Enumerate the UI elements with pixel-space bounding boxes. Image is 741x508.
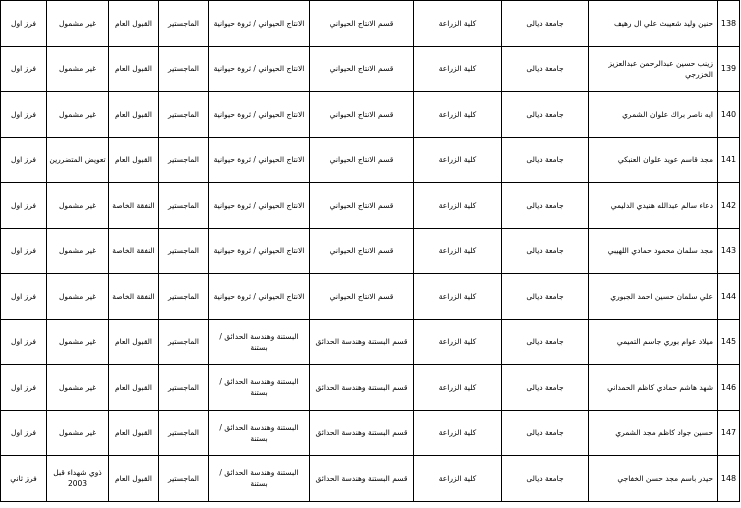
department-cell: قسم الانتاج الحيواني [310,92,414,138]
specialization-cell: البستنة وهندسة الحدائق / بستنة [209,410,310,456]
result-cell: فرز اول [1,274,47,320]
inclusion-cell: غير مشمول [47,410,109,456]
admission-channel-cell: النفقة الخاصة [109,228,159,274]
seq-cell: 140 [718,92,740,138]
specialization-cell: الانتاج الحيواني / ثروة حيوانية [209,1,310,47]
admission-channel-cell: القبول العام [109,365,159,411]
result-cell: فرز اول [1,183,47,229]
specialization-cell: الانتاج الحيواني / ثروة حيوانية [209,137,310,183]
university-cell: جامعة ديالى [502,365,589,411]
seq-cell: 139 [718,46,740,92]
inclusion-cell: غير مشمول [47,319,109,365]
inclusion-cell: غير مشمول [47,365,109,411]
result-cell: فرز اول [1,410,47,456]
result-cell: فرز اول [1,137,47,183]
admission-channel-cell: القبول العام [109,46,159,92]
table-row [1,274,740,320]
seq-cell: 147 [718,410,740,456]
table-row [1,456,740,502]
result-cell: فرز اول [1,228,47,274]
specialization-cell: البستنة وهندسة الحدائق / بستنة [209,319,310,365]
college-cell: كلية الزراعة [414,410,502,456]
seq-cell: 143 [718,228,740,274]
student-name-cell: حنين وليد شعيبث علي ال رهيف [589,1,718,47]
degree-cell: الماجستير [159,456,209,502]
specialization-cell: البستنة وهندسة الحدائق / بستنة [209,365,310,411]
admission-channel-cell: القبول العام [109,137,159,183]
specialization-cell: الانتاج الحيواني / ثروة حيوانية [209,46,310,92]
department-cell: قسم البستنة وهندسة الحدائق [310,319,414,365]
university-cell: جامعة ديالى [502,410,589,456]
student-name-cell: دعاء سالم عبدالله هنيدي الدليمي [589,183,718,229]
university-cell: جامعة ديالى [502,183,589,229]
result-cell: فرز اول [1,46,47,92]
university-cell: جامعة ديالى [502,137,589,183]
admission-channel-cell: القبول العام [109,319,159,365]
department-cell: قسم الانتاج الحيواني [310,183,414,229]
table-row [1,410,740,456]
degree-cell: الماجستير [159,274,209,320]
seq-cell: 148 [718,456,740,502]
specialization-cell: الانتاج الحيواني / ثروة حيوانية [209,92,310,138]
university-cell: جامعة ديالى [502,456,589,502]
degree-cell: الماجستير [159,183,209,229]
university-cell: جامعة ديالى [502,92,589,138]
admission-channel-cell: القبول العام [109,456,159,502]
admission-channel-cell: النفقة الخاصة [109,183,159,229]
result-cell: فرز اول [1,365,47,411]
result-cell: فرز اول [1,319,47,365]
department-cell: قسم البستنة وهندسة الحدائق [310,365,414,411]
seq-cell: 138 [718,1,740,47]
student-name-cell: ميلاد عوام بوري جاسم التميمي [589,319,718,365]
college-cell: كلية الزراعة [414,183,502,229]
admission-channel-cell: القبول العام [109,1,159,47]
inclusion-cell: غير مشمول [47,1,109,47]
specialization-cell: الانتاج الحيواني / ثروة حيوانية [209,274,310,320]
table-row [1,228,740,274]
specialization-cell: البستنة وهندسة الحدائق / بستنة [209,456,310,502]
degree-cell: الماجستير [159,92,209,138]
college-cell: كلية الزراعة [414,137,502,183]
table-row [1,46,740,92]
result-cell: فرز اول [1,1,47,47]
department-cell: قسم الانتاج الحيواني [310,137,414,183]
department-cell: قسم الانتاج الحيواني [310,274,414,320]
department-cell: قسم البستنة وهندسة الحدائق [310,456,414,502]
degree-cell: الماجستير [159,1,209,47]
university-cell: جامعة ديالى [502,319,589,365]
table-row [1,137,740,183]
degree-cell: الماجستير [159,137,209,183]
result-cell: فرز ثاني [1,456,47,502]
university-cell: جامعة ديالى [502,1,589,47]
admission-channel-cell: القبول العام [109,410,159,456]
college-cell: كلية الزراعة [414,46,502,92]
specialization-cell: الانتاج الحيواني / ثروة حيوانية [209,228,310,274]
college-cell: كلية الزراعة [414,92,502,138]
college-cell: كلية الزراعة [414,365,502,411]
student-name-cell: حيدر باسم مجد حسن الخفاجي [589,456,718,502]
student-name-cell: حسين جواد كاظم مجد الشمري [589,410,718,456]
department-cell: قسم البستنة وهندسة الحدائق [310,410,414,456]
seq-cell: 141 [718,137,740,183]
inclusion-cell: ذوي شهداء قبل 2003 [47,456,109,502]
college-cell: كلية الزراعة [414,228,502,274]
inclusion-cell: غير مشمول [47,274,109,320]
student-name-cell: زينب حسين عبدالرحمن عبدالعزيز الخزرجي [589,46,718,92]
degree-cell: الماجستير [159,319,209,365]
university-cell: جامعة ديالى [502,228,589,274]
seq-cell: 146 [718,365,740,411]
college-cell: كلية الزراعة [414,319,502,365]
table-row [1,1,740,47]
seq-cell: 144 [718,274,740,320]
student-name-cell: شهد هاشم حمادي كاظم الحمداني [589,365,718,411]
college-cell: كلية الزراعة [414,456,502,502]
college-cell: كلية الزراعة [414,1,502,47]
student-name-cell: مجد سلمان محمود حمادي اللهيبي [589,228,718,274]
admission-channel-cell: النفقة الخاصة [109,274,159,320]
table-row [1,319,740,365]
inclusion-cell: غير مشمول [47,46,109,92]
table-row [1,92,740,138]
university-cell: جامعة ديالى [502,274,589,320]
inclusion-cell: غير مشمول [47,228,109,274]
college-cell: كلية الزراعة [414,274,502,320]
inclusion-cell: غير مشمول [47,183,109,229]
department-cell: قسم الانتاج الحيواني [310,228,414,274]
department-cell: قسم الانتاج الحيواني [310,46,414,92]
university-cell: جامعة ديالى [502,46,589,92]
degree-cell: الماجستير [159,365,209,411]
seq-cell: 145 [718,319,740,365]
inclusion-cell: غير مشمول [47,92,109,138]
specialization-cell: الانتاج الحيواني / ثروة حيوانية [209,183,310,229]
table-row [1,183,740,229]
department-cell: قسم الانتاج الحيواني [310,1,414,47]
student-name-cell: علي سلمان حسين احمد الجبوري [589,274,718,320]
degree-cell: الماجستير [159,228,209,274]
result-cell: فرز اول [1,92,47,138]
admission-channel-cell: القبول العام [109,92,159,138]
degree-cell: الماجستير [159,46,209,92]
inclusion-cell: تعويض المتضررين [47,137,109,183]
results-body [1,1,740,502]
student-name-cell: مجد قاسم عويد علوان العنبكي [589,137,718,183]
seq-cell: 142 [718,183,740,229]
student-name-cell: ايه ناصر براك علوان الشمري [589,92,718,138]
table-row [1,365,740,411]
degree-cell: الماجستير [159,410,209,456]
